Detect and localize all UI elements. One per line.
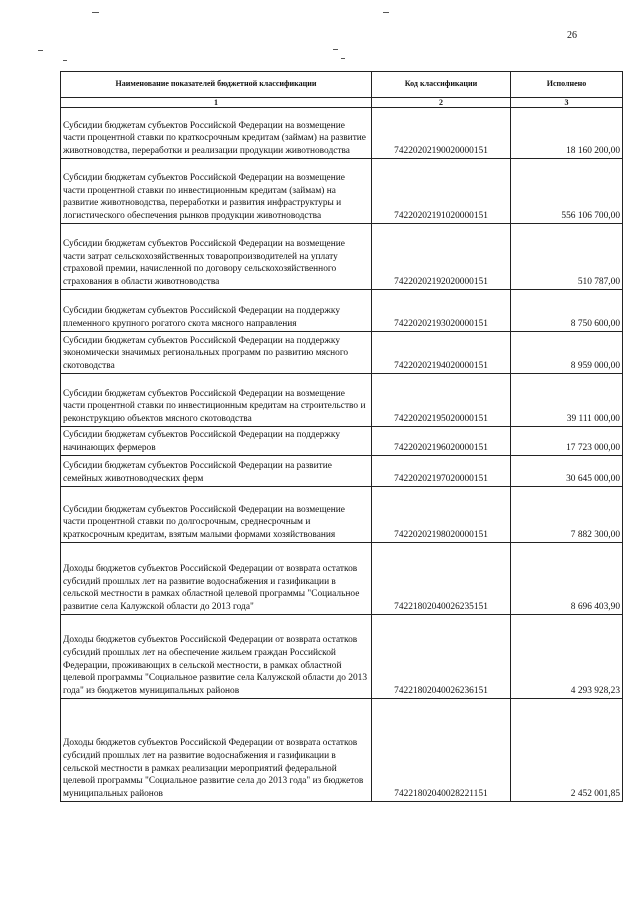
row-indicator-name: Субсидии бюджетам субъектов Российской Федерации на возмещение части процентной ставки по инвестиционным кредитам на строительство и реконструкцию объектов мясного скотоводства	[61, 374, 372, 427]
row-classification-code: 74220202196020000151	[372, 427, 511, 456]
table-row	[61, 456, 623, 487]
row-executed-amount: 17 723 000,00	[511, 427, 623, 456]
row-indicator-name: Субсидии бюджетам субъектов Российской Федерации на возмещение части процентной ставки по краткосрочным кредитам (займам) на развитие животноводства, переработки и реализации продукции животноводства	[61, 108, 372, 159]
row-classification-code: 74221802040026235151	[372, 543, 511, 615]
row-indicator-name: Доходы бюджетов субъектов Российской Федерации от возврата остатков субсидий прошлых лет на развитие водоснабжения и газификации в сельской местности в рамках областной целевой программы "Социальное развитие села Калужской области до 2013 года"	[61, 543, 372, 615]
row-indicator-name: Субсидии бюджетам субъектов Российской Федерации на поддержку племенного крупного рогатого скота мясного направления	[61, 290, 372, 332]
table-row	[61, 487, 623, 543]
row-classification-code: 74221802040028221151	[372, 699, 511, 802]
row-executed-amount: 8 696 403,90	[511, 543, 623, 615]
scan-speck	[383, 12, 389, 13]
header-executed: Исполнено	[511, 72, 623, 98]
row-executed-amount: 510 787,00	[511, 224, 623, 290]
table-row	[61, 108, 623, 159]
row-indicator-name: Субсидии бюджетам субъектов Российской Федерации на возмещение части процентной ставки по долгосрочным, среднесрочным и краткосрочным кредитам, взятым малыми формами хозяйствования	[61, 487, 372, 543]
row-classification-code: 74220202191020000151	[372, 159, 511, 224]
column-number: 2	[372, 98, 511, 108]
table-row	[61, 224, 623, 290]
row-classification-code: 74221802040026236151	[372, 615, 511, 699]
row-indicator-name: Субсидии бюджетам субъектов Российской Федерации на поддержку начинающих фермеров	[61, 427, 372, 456]
column-number-row	[61, 98, 623, 108]
header-indicator-name: Наименование показателей бюджетной классификации	[61, 72, 372, 98]
row-executed-amount: 30 645 000,00	[511, 456, 623, 487]
table-row	[61, 427, 623, 456]
row-classification-code: 74220202192020000151	[372, 224, 511, 290]
table-row	[61, 159, 623, 224]
row-executed-amount: 556 106 700,00	[511, 159, 623, 224]
row-classification-code: 74220202194020000151	[372, 332, 511, 374]
row-executed-amount: 2 452 001,85	[511, 699, 623, 802]
row-indicator-name: Субсидии бюджетам субъектов Российской Федерации на возмещение части затрат сельскохозяйственных товаропроизводителей на уплату страховой премии, начисленной по договору сельскохозяйственного страхования в области животноводства	[61, 224, 372, 290]
page-number: 26	[567, 30, 577, 41]
table-row	[61, 543, 623, 615]
column-number: 3	[511, 98, 623, 108]
row-executed-amount: 4 293 928,23	[511, 615, 623, 699]
table-header-row	[61, 72, 623, 98]
scan-speck	[63, 60, 67, 61]
row-indicator-name: Доходы бюджетов субъектов Российской Федерации от возврата остатков субсидий прошлых лет на обеспечение жильем граждан Российской Федерации, проживающих в сельской местности, в рамках областной целевой программы "Социальное развитие села Калужской области до 2013 года" из бюджетов муниципальных районов	[61, 615, 372, 699]
column-number: 1	[61, 98, 372, 108]
row-executed-amount: 7 882 300,00	[511, 487, 623, 543]
scan-speck	[92, 12, 99, 13]
scan-speck	[38, 50, 43, 51]
header-classification-code: Код классификации	[372, 72, 511, 98]
row-executed-amount: 39 111 000,00	[511, 374, 623, 427]
scan-speck	[341, 58, 345, 59]
row-executed-amount: 8 750 600,00	[511, 290, 623, 332]
scan-speck	[333, 49, 338, 50]
row-classification-code: 74220202195020000151	[372, 374, 511, 427]
row-executed-amount: 18 160 200,00	[511, 108, 623, 159]
row-indicator-name: Субсидии бюджетам субъектов Российской Федерации на развитие семейных животноводческих ферм	[61, 456, 372, 487]
row-classification-code: 74220202193020000151	[372, 290, 511, 332]
table-row	[61, 615, 623, 699]
row-indicator-name: Доходы бюджетов субъектов Российской Федерации от возврата остатков субсидий прошлых лет на развитие водоснабжения и газификации в сельской местности в рамках реализации мероприятий федеральной целевой программы "Социальное развитие села до 2013 года" из бюджетов муниципальных районов	[61, 699, 372, 802]
row-indicator-name: Субсидии бюджетам субъектов Российской Федерации на поддержку экономически значимых региональных программ по развитию мясного скотоводства	[61, 332, 372, 374]
table-row	[61, 374, 623, 427]
table-row	[61, 332, 623, 374]
row-classification-code: 74220202190020000151	[372, 108, 511, 159]
row-indicator-name: Субсидии бюджетам субъектов Российской Федерации на возмещение части процентной ставки по инвестиционным кредитам (займам) на развитие животноводства, переработки и развития инфраструктуры и логистического обеспечения рынков продукции животноводства	[61, 159, 372, 224]
table-row	[61, 699, 623, 802]
table-row	[61, 290, 623, 332]
budget-table	[60, 71, 623, 802]
row-classification-code: 74220202197020000151	[372, 456, 511, 487]
row-classification-code: 74220202198020000151	[372, 487, 511, 543]
row-executed-amount: 8 959 000,00	[511, 332, 623, 374]
